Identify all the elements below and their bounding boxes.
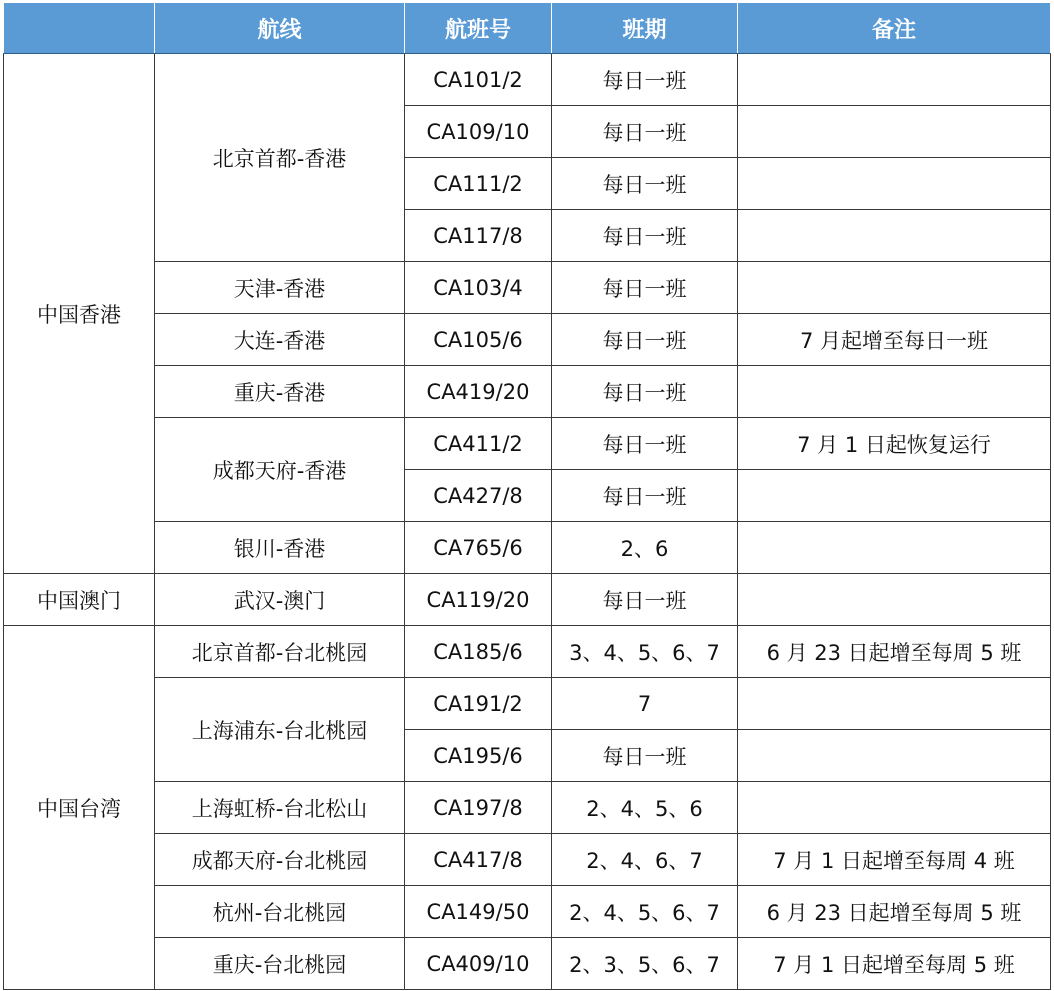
header-flight-no: 航班号 <box>405 3 552 54</box>
schedule-cell: 每日一班 <box>552 158 738 210</box>
schedule-cell: 每日一班 <box>552 262 738 314</box>
flight-no-cell: CA101/2 <box>405 54 552 106</box>
schedule-cell: 每日一班 <box>552 730 738 782</box>
route-cell: 北京首都-台北桃园 <box>155 626 405 678</box>
route-cell: 上海浦东-台北桃园 <box>155 678 405 782</box>
schedule-cell: 2、3、5、6、7 <box>552 938 738 990</box>
route-cell: 大连-香港 <box>155 314 405 366</box>
schedule-cell: 每日一班 <box>552 418 738 470</box>
note-cell <box>738 678 1051 730</box>
note-cell <box>738 106 1051 158</box>
flight-no-cell: CA427/8 <box>405 470 552 522</box>
table-row <box>4 834 1051 886</box>
flight-no-cell: CA105/6 <box>405 314 552 366</box>
table-row <box>4 574 1051 626</box>
schedule-cell: 2、4、5、6 <box>552 782 738 834</box>
flight-no-cell: CA119/20 <box>405 574 552 626</box>
note-cell <box>738 210 1051 262</box>
flight-no-cell: CA149/50 <box>405 886 552 938</box>
table-row <box>4 314 1051 366</box>
table-row <box>4 522 1051 574</box>
note-cell: 7 月 1 日起增至每周 4 班 <box>738 834 1051 886</box>
region-cell: 中国澳门 <box>4 574 155 626</box>
table-body <box>4 54 1051 990</box>
flight-no-cell: CA419/20 <box>405 366 552 418</box>
route-cell: 重庆-香港 <box>155 366 405 418</box>
table-row <box>4 418 1051 470</box>
note-cell: 7 月 1 日起恢复运行 <box>738 418 1051 470</box>
flight-no-cell: CA195/6 <box>405 730 552 782</box>
note-cell <box>738 522 1051 574</box>
table-row <box>4 678 1051 730</box>
flight-no-cell: CA117/8 <box>405 210 552 262</box>
flight-schedule-table <box>3 2 1051 990</box>
schedule-cell: 2、4、5、6、7 <box>552 886 738 938</box>
flight-no-cell: CA109/10 <box>405 106 552 158</box>
note-cell: 7 月起增至每日一班 <box>738 314 1051 366</box>
schedule-cell: 每日一班 <box>552 574 738 626</box>
flight-no-cell: CA185/6 <box>405 626 552 678</box>
note-cell <box>738 782 1051 834</box>
route-cell: 成都天府-台北桃园 <box>155 834 405 886</box>
note-cell <box>738 366 1051 418</box>
flight-no-cell: CA103/4 <box>405 262 552 314</box>
schedule-cell: 每日一班 <box>552 470 738 522</box>
schedule-cell: 2、4、6、7 <box>552 834 738 886</box>
route-cell: 银川-香港 <box>155 522 405 574</box>
note-cell: 6 月 23 日起增至每周 5 班 <box>738 626 1051 678</box>
note-cell <box>738 574 1051 626</box>
route-cell: 成都天府-香港 <box>155 418 405 522</box>
schedule-cell: 每日一班 <box>552 314 738 366</box>
table-row <box>4 886 1051 938</box>
route-cell: 北京首都-香港 <box>155 54 405 262</box>
table-row <box>4 626 1051 678</box>
schedule-cell: 每日一班 <box>552 54 738 106</box>
note-cell <box>738 158 1051 210</box>
schedule-cell: 3、4、5、6、7 <box>552 626 738 678</box>
table-header <box>4 3 1051 54</box>
flight-no-cell: CA197/8 <box>405 782 552 834</box>
flight-no-cell: CA417/8 <box>405 834 552 886</box>
flight-no-cell: CA409/10 <box>405 938 552 990</box>
note-cell <box>738 470 1051 522</box>
header-route: 航线 <box>155 3 405 54</box>
note-cell <box>738 262 1051 314</box>
table-row <box>4 262 1051 314</box>
route-cell: 杭州-台北桃园 <box>155 886 405 938</box>
table-row <box>4 366 1051 418</box>
region-cell: 中国台湾 <box>4 626 155 990</box>
header-note: 备注 <box>738 3 1051 54</box>
route-cell: 上海虹桥-台北松山 <box>155 782 405 834</box>
header-row <box>4 3 1051 54</box>
route-cell: 重庆-台北桃园 <box>155 938 405 990</box>
flight-no-cell: CA191/2 <box>405 678 552 730</box>
schedule-cell: 2、6 <box>552 522 738 574</box>
flight-no-cell: CA765/6 <box>405 522 552 574</box>
table-row <box>4 54 1051 106</box>
region-cell: 中国香港 <box>4 54 155 574</box>
note-cell: 6 月 23 日起增至每周 5 班 <box>738 886 1051 938</box>
schedule-cell: 每日一班 <box>552 210 738 262</box>
schedule-cell: 每日一班 <box>552 106 738 158</box>
route-cell: 武汉-澳门 <box>155 574 405 626</box>
note-cell: 7 月 1 日起增至每周 5 班 <box>738 938 1051 990</box>
header-schedule: 班期 <box>552 3 738 54</box>
flight-no-cell: CA111/2 <box>405 158 552 210</box>
header-region <box>4 3 155 54</box>
route-cell: 天津-香港 <box>155 262 405 314</box>
table-row <box>4 782 1051 834</box>
schedule-cell: 每日一班 <box>552 366 738 418</box>
schedule-cell: 7 <box>552 678 738 730</box>
flight-no-cell: CA411/2 <box>405 418 552 470</box>
table-row <box>4 938 1051 990</box>
note-cell <box>738 54 1051 106</box>
note-cell <box>738 730 1051 782</box>
